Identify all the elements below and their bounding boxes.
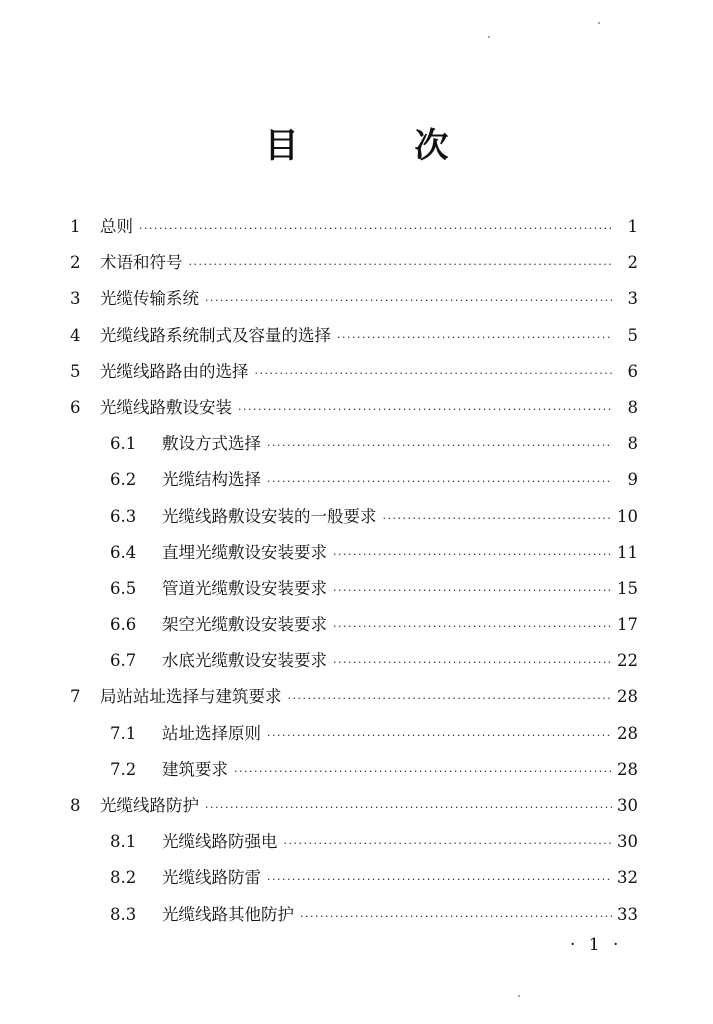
toc-entry-title: 局站站址选择与建筑要求 [100, 687, 282, 707]
dot-leader [333, 548, 612, 561]
toc-entry-title: 光缆线路防护 [100, 796, 199, 815]
toc-entry-number: 2 [70, 253, 81, 273]
dot-leader [333, 584, 612, 597]
toc-entry-number: 8 [70, 796, 81, 815]
toc-entry [70, 358, 638, 394]
toc-entry-page: 28 [617, 723, 638, 743]
toc-entry-number: 1 [70, 217, 81, 236]
toc-subentry [70, 756, 638, 792]
toc-entry-title: 水底光缆敷设安装要求 [162, 651, 327, 671]
toc-entry [70, 213, 638, 249]
toc-entry [70, 285, 638, 321]
toc-entry-number: 4 [70, 325, 81, 345]
toc-entry-page: 3 [627, 289, 638, 309]
toc-entry-title: 建筑要求 [162, 759, 228, 779]
toc-entry-title: 光缆传输系统 [100, 289, 199, 309]
scan-speck [518, 995, 520, 997]
toc-subentry [70, 828, 638, 864]
toc-entry [70, 322, 638, 358]
toc-subentry [70, 611, 638, 647]
toc-entry [70, 394, 638, 430]
toc-entry-page: 28 [617, 759, 638, 779]
dot-leader [333, 656, 612, 669]
dot-leader [189, 258, 613, 271]
toc-entry [70, 249, 638, 285]
toc-entry-title: 光缆线路防雷 [162, 868, 261, 888]
toc-entry-title: 光缆线路敷设安装 [100, 397, 232, 417]
toc-entry-page: 22 [617, 651, 638, 671]
toc-entry-number: 6.7 [110, 651, 137, 671]
toc-entry-title: 光缆线路其他防护 [162, 904, 294, 924]
page-title: 目 次 [264, 126, 501, 166]
dot-leader [255, 367, 613, 380]
scan-speck [598, 22, 600, 24]
dot-leader [267, 729, 612, 742]
dot-leader [267, 439, 612, 452]
toc-entry-number: 3 [70, 289, 81, 309]
toc-entry-title: 光缆线路敷设安装的一般要求 [162, 506, 377, 526]
toc-entry-number: 6.6 [110, 615, 137, 635]
toc-entry-number: 6.1 [110, 434, 137, 454]
toc-entry-page: 8 [627, 397, 638, 417]
toc-entry-title: 管道光缆敷设安装要求 [162, 578, 327, 598]
dot-leader [205, 294, 612, 307]
toc-subentry [70, 720, 638, 756]
toc-subentry [70, 466, 638, 502]
toc-entry-number: 7 [70, 687, 81, 707]
dot-leader [238, 403, 612, 416]
toc-entry-page: 2 [627, 253, 638, 273]
toc-entry-page: 11 [617, 542, 638, 562]
toc-entry-page: 9 [627, 470, 638, 490]
toc-entry-number: 8.3 [110, 904, 137, 924]
dot-leader [288, 692, 613, 705]
toc-entry-page: 8 [627, 434, 638, 454]
toc-entry-page: 5 [627, 325, 638, 345]
dot-leader [139, 222, 612, 235]
toc-entry-title: 光缆结构选择 [162, 470, 261, 490]
toc-entry-page: 10 [617, 506, 638, 526]
dot-leader [234, 765, 612, 778]
toc-entry-page: 30 [617, 832, 638, 852]
footer-page-number: · 1 · [570, 935, 623, 955]
toc-entry-number: 5 [70, 361, 81, 381]
dot-leader [300, 910, 612, 923]
toc-entry-page: 32 [617, 868, 638, 888]
toc-entry-title: 站址选择原则 [162, 723, 261, 743]
toc-entry-page: 1 [627, 217, 638, 236]
dot-leader [337, 331, 612, 344]
toc-entry [70, 792, 638, 828]
toc-entry [70, 683, 638, 719]
dot-leader [267, 475, 612, 488]
toc-subentry [70, 647, 638, 683]
toc-entry-title: 直埋光缆敷设安装要求 [162, 542, 327, 562]
toc-entry-page: 17 [617, 615, 638, 635]
toc-entry-page: 15 [617, 578, 638, 598]
dot-leader [205, 801, 612, 814]
toc-entry-title: 架空光缆敷设安装要求 [162, 615, 327, 635]
toc-entry-title: 总则 [100, 217, 133, 236]
toc-subentry [70, 575, 638, 611]
toc-subentry [70, 901, 638, 937]
toc-entry-number: 6.3 [110, 506, 137, 526]
toc-entry-title: 光缆线路系统制式及容量的选择 [100, 325, 331, 345]
toc-entry-number: 8.2 [110, 868, 137, 888]
toc-subentry [70, 864, 638, 900]
toc-entry-page: 28 [617, 687, 638, 707]
table-of-contents [70, 213, 638, 937]
toc-entry-page: 30 [617, 796, 638, 815]
toc-entry-number: 8.1 [110, 832, 137, 852]
scan-speck [488, 36, 490, 38]
toc-entry-number: 7.2 [110, 759, 137, 779]
toc-entry-number: 6 [70, 397, 81, 417]
toc-entry-title: 光缆线路路由的选择 [100, 361, 249, 381]
dot-leader [267, 873, 612, 886]
toc-entry-page: 33 [617, 904, 638, 924]
toc-subentry [70, 430, 638, 466]
toc-entry-title: 术语和符号 [100, 253, 183, 273]
toc-entry-title: 敷设方式选择 [162, 434, 261, 454]
toc-entry-page: 6 [627, 361, 638, 381]
toc-entry-number: 6.4 [110, 542, 137, 562]
toc-entry-number: 6.5 [110, 578, 137, 598]
toc-entry-number: 7.1 [110, 723, 137, 743]
dot-leader [383, 512, 613, 525]
toc-subentry [70, 503, 638, 539]
toc-subentry [70, 539, 638, 575]
toc-entry-number: 6.2 [110, 470, 137, 490]
toc-entry-title: 光缆线路防强电 [162, 832, 278, 852]
dot-leader [333, 620, 612, 633]
dot-leader [284, 837, 613, 850]
